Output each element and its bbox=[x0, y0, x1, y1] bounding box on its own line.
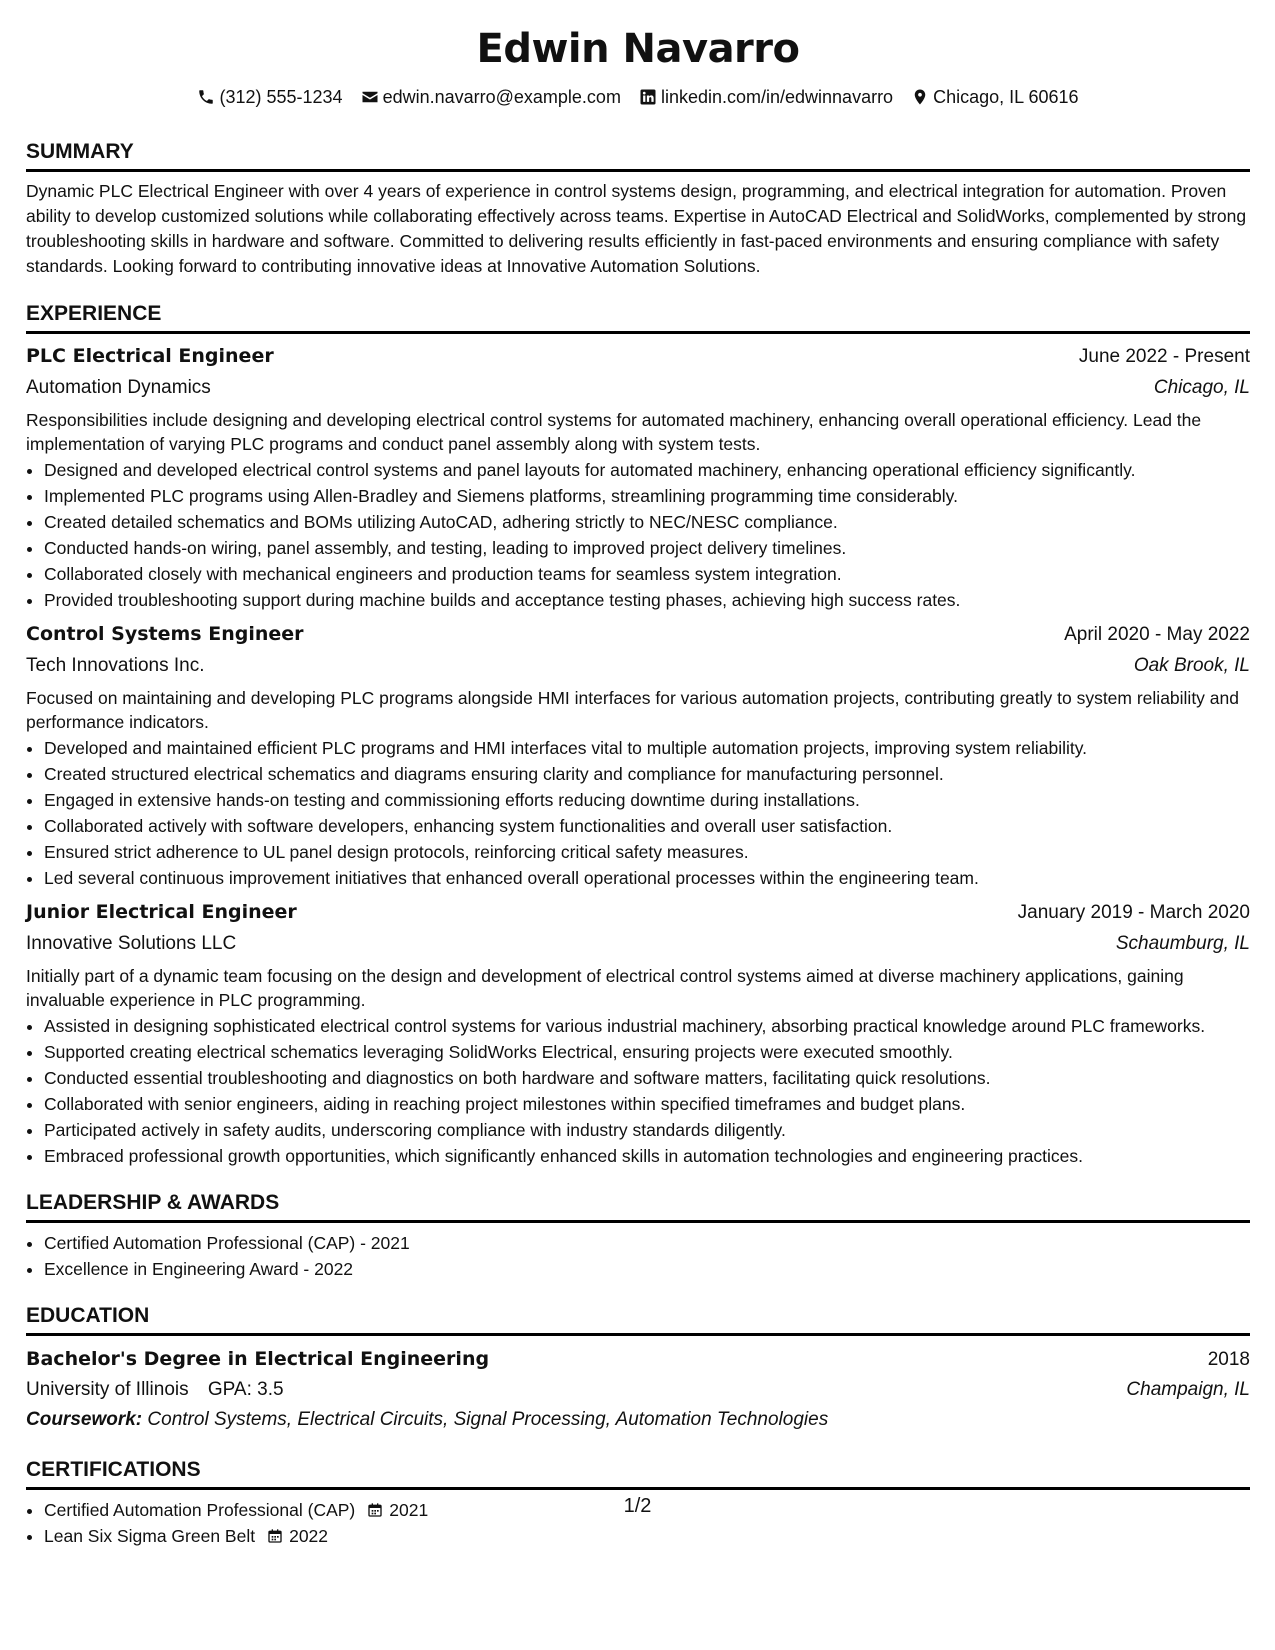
bullet-item: • Collaborated closely with mechanical engineers and production teams for seamless system integration. bbox=[44, 562, 1250, 586]
job-description: Responsibilities include designing and developing electrical control systems for automated machinery, enhancing overall operational efficiency. Lead the implementation of varying PLC programs and conduct panel assembly along with system tests. bbox=[26, 410, 1202, 454]
contact-phone bbox=[197, 86, 342, 108]
certification-year: 2021 bbox=[389, 1500, 429, 1520]
certification-item bbox=[44, 1524, 1250, 1548]
contact-linkedin[interactable] bbox=[639, 86, 893, 108]
job-location: Schaumburg, IL bbox=[1115, 933, 1250, 954]
bullet-item: • Participated actively in safety audits, underscoring compliance with industry standards diligently. bbox=[44, 1118, 1250, 1142]
job-dates: April 2020 - May 2022 bbox=[1064, 624, 1250, 645]
leadership-list bbox=[26, 1231, 1250, 1281]
education-entry bbox=[26, 1344, 1250, 1375]
contact-bar bbox=[26, 86, 1250, 108]
bullet-item: • Engaged in extensive hands-on testing and commissioning efforts reducing downtime during installations. bbox=[44, 788, 1250, 812]
job-company: Automation Dynamics bbox=[26, 377, 211, 398]
job-location: Oak Brook, IL bbox=[1133, 655, 1250, 676]
job-dates: January 2019 - March 2020 bbox=[1017, 902, 1250, 923]
graduation-year: 2018 bbox=[1207, 1349, 1250, 1370]
award-item: • Certified Automation Professional (CAP) - 2021 bbox=[44, 1231, 1250, 1255]
job-title: Control Systems Engineer bbox=[26, 623, 304, 645]
job-title: PLC Electrical Engineer bbox=[26, 345, 274, 367]
gpa: GPA: 3.5 bbox=[207, 1379, 284, 1400]
job-company: Tech Innovations Inc. bbox=[26, 655, 205, 676]
certification-name: • Certified Automation Professional (CAP) bbox=[44, 1500, 356, 1520]
bullet-item: • Conducted hands-on wiring, panel assembly, and testing, leading to improved project delivery timelines. bbox=[44, 536, 1250, 560]
job-entry bbox=[26, 618, 1250, 890]
map-pin-icon bbox=[911, 88, 929, 106]
experience-heading: EXPERIENCE bbox=[26, 301, 1250, 334]
email-text[interactable]: edwin.navarro@example.com bbox=[382, 87, 621, 107]
bullet-item: • Created structured electrical schematics and diagrams ensuring clarity and compliance for manufacturing personnel. bbox=[44, 762, 1250, 786]
coursework-list: Control Systems, Electrical Circuits, Signal Processing, Automation Technologies bbox=[147, 1409, 829, 1430]
bullet-item: • Collaborated with senior engineers, aiding in reaching project milestones within specified timeframes and budget plans. bbox=[44, 1092, 1250, 1116]
bullet-item: • Provided troubleshooting support during machine builds and acceptance testing phases, achieving high success rates. bbox=[44, 588, 1250, 612]
candidate-name: Edwin Navarro bbox=[476, 26, 800, 72]
bullet-item: • Supported creating electrical schematics leveraging SolidWorks Electrical, ensuring projects were executed smoothly. bbox=[44, 1040, 1250, 1064]
job-bullets bbox=[26, 458, 1250, 612]
location-text: Chicago, IL 60616 bbox=[933, 87, 1079, 107]
school-name: University of Illinois bbox=[26, 1379, 189, 1400]
envelope-icon bbox=[361, 88, 379, 106]
job-company: Innovative Solutions LLC bbox=[26, 933, 237, 954]
bullet-item: • Led several continuous improvement initiatives that enhanced overall operational processes within the engineering team. bbox=[44, 866, 1250, 890]
bullet-item: • Embraced professional growth opportunities, which significantly enhanced skills in automation technologies and engineering practices. bbox=[44, 1144, 1250, 1168]
job-entry bbox=[26, 896, 1250, 1168]
phone-text: (312) 555-1234 bbox=[219, 87, 343, 107]
education-school-row bbox=[26, 1375, 1250, 1405]
bullet-item: • Developed and maintained efficient PLC programs and HMI interfaces vital to multiple automation projects, improving system reliability. bbox=[44, 736, 1250, 760]
contact-email[interactable] bbox=[361, 86, 621, 108]
award-item: • Excellence in Engineering Award - 2022 bbox=[44, 1257, 1250, 1281]
school-location: Champaign, IL bbox=[1126, 1379, 1250, 1400]
linkedin-icon bbox=[639, 88, 657, 106]
job-location: Chicago, IL bbox=[1153, 377, 1250, 398]
leadership-heading: LEADERSHIP & AWARDS bbox=[26, 1190, 1250, 1223]
job-description: Focused on maintaining and developing PLC programs alongside HMI interfaces for various automation projects, contributing greatly to system reliability and performance indicators. bbox=[26, 688, 1239, 732]
bullet-item: • Implemented PLC programs using Allen-Bradley and Siemens platforms, streamlining programming time considerably. bbox=[44, 484, 1250, 508]
summary-heading: SUMMARY bbox=[26, 139, 1250, 172]
calendar-icon bbox=[267, 1528, 283, 1544]
degree-title: Bachelor's Degree in Electrical Engineering bbox=[26, 1348, 490, 1370]
bullet-item: • Assisted in designing sophisticated electrical control systems for various industrial machinery, absorbing practical knowledge around PLC frameworks. bbox=[44, 1014, 1250, 1038]
certifications-heading: CERTIFICATIONS bbox=[26, 1457, 1250, 1490]
contact-location bbox=[911, 86, 1078, 108]
resume-page bbox=[26, 0, 1250, 1550]
phone-icon bbox=[197, 88, 215, 106]
bullet-item: • Ensured strict adherence to UL panel design protocols, reinforcing critical safety measures. bbox=[44, 840, 1250, 864]
job-bullets bbox=[26, 736, 1250, 890]
education-heading: EDUCATION bbox=[26, 1303, 1250, 1336]
bullet-item: • Collaborated actively with software developers, enhancing system functionalities and overall user satisfaction. bbox=[44, 814, 1250, 838]
summary-text: Dynamic PLC Electrical Engineer with over 4 years of experience in control systems design, programming, and electrical integration for automation. Proven ability to develop customized solutions while collaborating effectively across teams. Expertise in AutoCAD Electrical and SolidWorks, complemented by strong troubleshooting skills in hardware and software. Committed to delivering results efficiently in fast-paced environments and ensuring compliance with safety standards. Looking forward to contributing innovative ideas at Innovative Automation Solutions. bbox=[26, 181, 1247, 276]
certification-name: • Lean Six Sigma Green Belt bbox=[44, 1526, 256, 1546]
linkedin-text[interactable]: linkedin.com/in/edwinnavarro bbox=[660, 87, 894, 107]
job-bullets bbox=[26, 1014, 1250, 1168]
coursework bbox=[26, 1405, 1250, 1435]
certification-year: 2022 bbox=[289, 1526, 329, 1546]
job-description: Initially part of a dynamic team focusing on the design and development of electrical control systems aimed at diverse machinery applications, gaining invaluable experience in PLC programming. bbox=[26, 966, 1184, 1010]
page-number: 1/2 bbox=[623, 1495, 652, 1517]
bullet-item: • Designed and developed electrical control systems and panel layouts for automated machinery, enhancing operational efficiency significantly. bbox=[44, 458, 1250, 482]
bullet-item: • Conducted essential troubleshooting and diagnostics on both hardware and software matters, facilitating quick resolutions. bbox=[44, 1066, 1250, 1090]
bullet-item: • Created detailed schematics and BOMs utilizing AutoCAD, adhering strictly to NEC/NESC compliance. bbox=[44, 510, 1250, 534]
job-entry bbox=[26, 340, 1250, 612]
coursework-label: Coursework: bbox=[26, 1409, 143, 1430]
job-dates: June 2022 - Present bbox=[1078, 346, 1250, 367]
job-title: Junior Electrical Engineer bbox=[26, 901, 297, 923]
